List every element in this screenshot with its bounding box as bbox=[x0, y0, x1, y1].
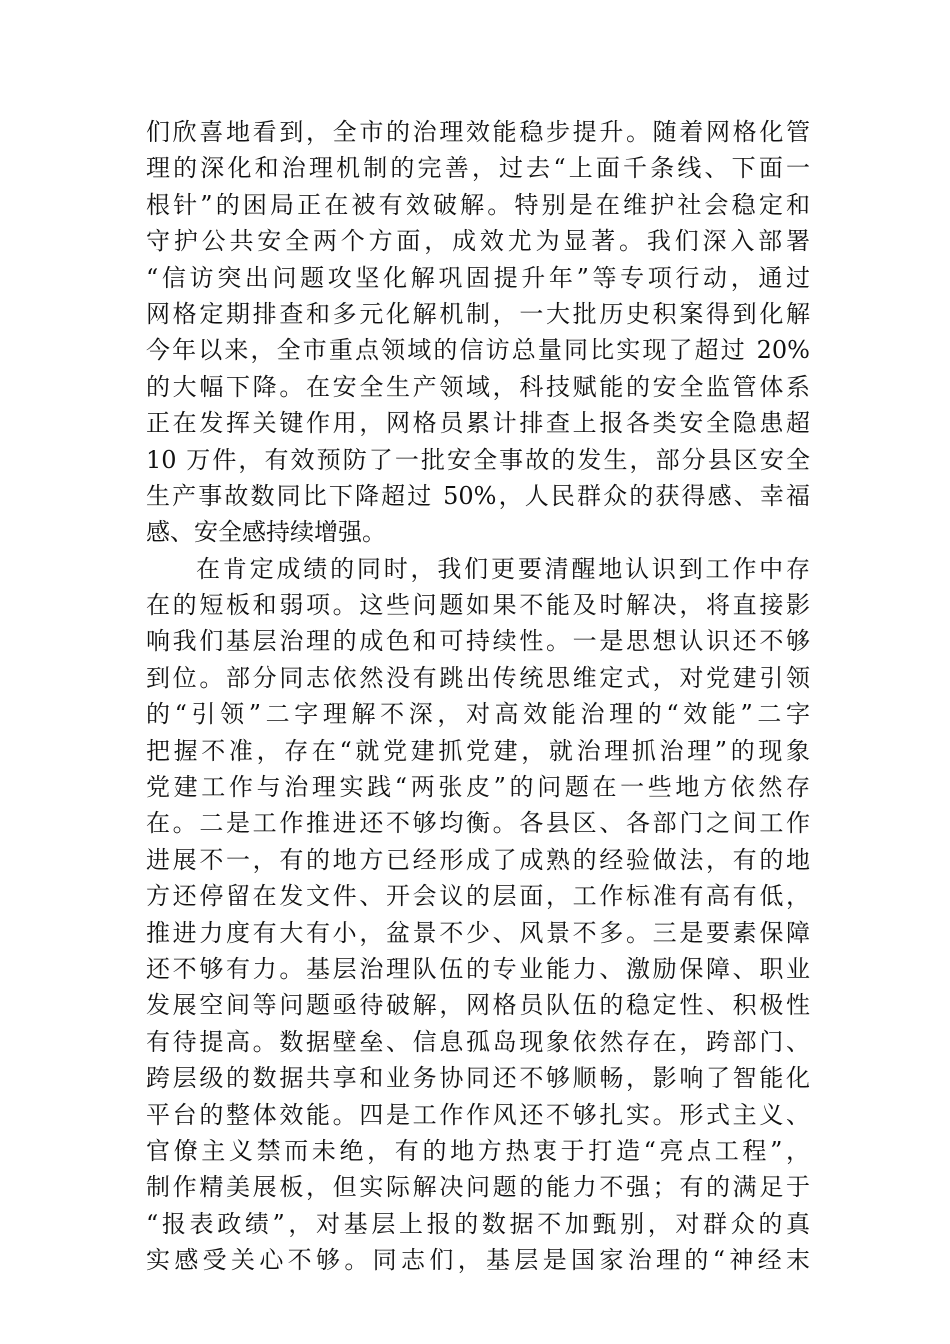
text-line: 方还停留在发文件、开会议的层面，工作标准有高有低， bbox=[146, 882, 810, 911]
text-line: 推进力度有大有小，盆景不少、风景不多。三是要素保障 bbox=[146, 918, 810, 947]
text-line: 发展空间等问题亟待破解，网格员队伍的稳定性、积极性 bbox=[146, 991, 810, 1020]
text-line: 有待提高。数据壁垒、信息孤岛现象依然存在，跨部门、 bbox=[146, 1027, 810, 1056]
text-line: 官僚主义禁而未绝，有的地方热衷于打造“亮点工程”， bbox=[146, 1136, 810, 1165]
text-line: 到位。部分同志依然没有跳出传统思维定式，对党建引领 bbox=[146, 663, 810, 692]
text-line: 实感受关心不够。同志们，基层是国家治理的“神经末 bbox=[146, 1246, 810, 1275]
text-line: 根针”的困局正在被有效破解。特别是在维护社会稳定和 bbox=[146, 190, 810, 219]
text-line: 平台的整体效能。四是工作作风还不够扎实。形式主义、 bbox=[146, 1100, 810, 1129]
paragraph-1 bbox=[146, 114, 810, 551]
text-line: 还不够有力。基层治理队伍的专业能力、激励保障、职业 bbox=[146, 954, 810, 983]
text-line: 进展不一，有的地方已经形成了成熟的经验做法，有的地 bbox=[146, 845, 810, 874]
text-line: 的“引领”二字理解不深，对高效能治理的“效能”二字 bbox=[146, 700, 810, 729]
text-line: 响我们基层治理的成色和可持续性。一是思想认识还不够 bbox=[146, 627, 810, 656]
text-line: 网格定期排查和多元化解机制，一大批历史积案得到化解 bbox=[146, 299, 810, 328]
text-line: 党建工作与治理实践“两张皮”的问题在一些地方依然存 bbox=[146, 773, 810, 802]
text-line: 的大幅下降。在安全生产领域，科技赋能的安全监管体系 bbox=[146, 372, 810, 401]
text-line: 10 万件，有效预防了一批安全事故的发生，部分县区安全 bbox=[146, 445, 810, 474]
document-body bbox=[146, 114, 810, 1279]
text-line: 今年以来，全市重点领域的信访总量同比实现了超过 20% bbox=[146, 336, 810, 365]
text-line: 正在发挥关键作用，网格员累计排查上报各类安全隐患超 bbox=[146, 409, 810, 438]
text-line: 在的短板和弱项。这些问题如果不能及时解决，将直接影 bbox=[146, 591, 810, 620]
text-line: 把握不准，存在“就党建抓党建，就治理抓治理”的现象 bbox=[146, 736, 810, 765]
text-line: “信访突出问题攻坚化解巩固提升年”等专项行动，通过 bbox=[146, 263, 810, 292]
text-line: 生产事故数同比下降超过 50%，人民群众的获得感、幸福 bbox=[146, 481, 810, 510]
text-line: 在。二是工作推进还不够均衡。各县区、各部门之间工作 bbox=[146, 809, 810, 838]
text-line: 理的深化和治理机制的完善，过去“上面千条线、下面一 bbox=[146, 154, 810, 183]
text-line: 感、安全感持续增强。 bbox=[146, 518, 386, 547]
text-line: 制作精美展板，但实际解决问题的能力不强；有的满足于 bbox=[146, 1173, 810, 1202]
text-line: “报表政绩”，对基层上报的数据不加甄别，对群众的真 bbox=[146, 1209, 810, 1238]
text-line: 们欣喜地看到，全市的治理效能稳步提升。随着网格化管 bbox=[146, 118, 810, 146]
text-line: 守护公共安全两个方面，成效尤为显著。我们深入部署 bbox=[146, 227, 810, 256]
text-line: 在肯定成绩的同时，我们更要清醒地认识到工作中存 bbox=[196, 554, 810, 583]
text-line: 跨层级的数据共享和业务协同还不够顺畅，影响了智能化 bbox=[146, 1064, 810, 1093]
paragraph-2 bbox=[146, 551, 810, 1279]
